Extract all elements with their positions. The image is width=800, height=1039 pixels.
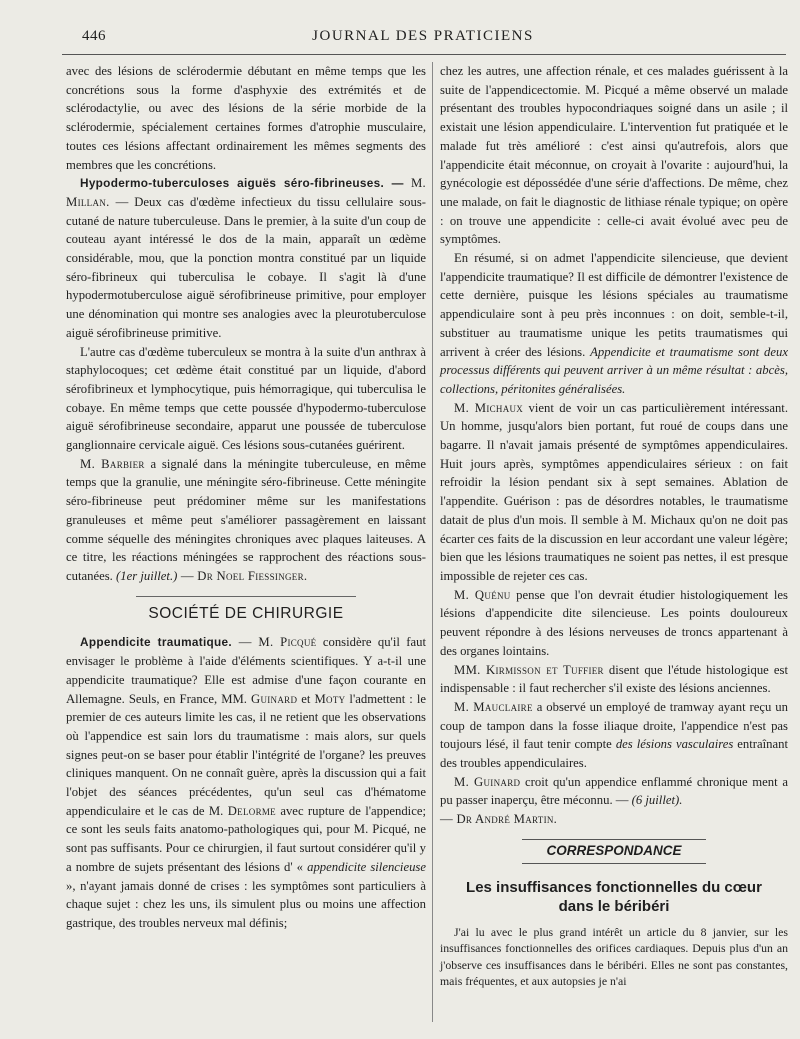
article-title — [440, 878, 788, 916]
paragraph-text: pense que l'on devrait étudier histologiquement les lésions d'appendicite dite silencieuse. Les points douloureux peuvent répondre à des lésions nerveuses de troncs appartenant à des organes lointains. — [440, 587, 788, 658]
article-title-line: Les insuffisances fonctionnelles du cœur — [466, 878, 762, 896]
session-date: (1er juillet.) — [116, 568, 178, 583]
paragraph: J'ai lu avec le plus grand intérêt un article du 8 janvier, sur les insuffisances fonctionnelles des orifices cardiaques. Depuis plus d'un an j'observe ces insuffisances dans le béribéri. Elles ne sont pas constantes, mais fréquentes, et aux autopsies je n'ai — [440, 924, 788, 989]
correspondance-heading-text: CORRESPONDANCE — [522, 839, 705, 864]
runin-heading: Hypodermo-tuberculoses aiguës séro-fibrineuses. — — [80, 176, 404, 191]
paragraph-text: croit qu'un appendice enflammé chronique ment a pu passer inaperçu, être méconnu. — — [440, 774, 788, 808]
author-name: Delorme — [227, 803, 276, 818]
paragraph — [440, 773, 788, 810]
paragraph-text: », n'ayant jamais donné de crises : les symptômes sont particuliers à chaque sujet : chez les uns, ils simulent plus ou moins une affection gastrique, des troubles nerveux mal définis; — [66, 878, 426, 930]
author-name: M. Guinard — [454, 774, 521, 789]
page-header — [60, 28, 786, 50]
paragraph: chez les autres, une affection rénale, et ces malades guérissent à la suite de l'appendicectomie. M. Picqué a même observé un malade présentant des troubles hypocondriaques soigné dans un asile ; il existait une lésion appendiculaire. L'intervention fut pratiquée et le malade fut très amélioré : c'est ainsi qu'autrefois, alors que l'appendicite était méconnue, on croyait à l'ovarite : aujourd'hui, la gynécologie est dépossédée d'une série d'affections. De même, chez une malade, on fait le diagnostic de lithiase rénale typique; on opère : on trouve une appendicite : celle-ci avait évolué avec peu de symptômes. — [440, 64, 788, 247]
paragraph — [440, 399, 788, 586]
author-name: M. Michaux — [454, 400, 524, 415]
paragraph — [440, 586, 788, 661]
paragraph — [66, 174, 426, 342]
paragraph-text: et — [297, 691, 315, 706]
signature: — Dr Noel Fiessinger. — [177, 568, 308, 583]
paragraph-text: a signalé dans la méningite tuberculeuse, en même temps que la granulie, une méningite séro-fibrineuse. Cette méningite séro-fibrineuse peut prédominer même sur les manifestations granuleuses et même peut s'améliorer passagèrement en laissant comme séquelle des méningites chroniques avec plaques laiteuses. A ce titre, les réactions méningées se rapprochent des réactions sous-cutanées. — [66, 456, 427, 583]
paragraph-text: — Deux cas d'œdème infectieux du tissu cellulaire sous-cutané de nature tuberculeuse. Dans le premier, à la suite d'un coup de couteau ayant intéressé le dos de la main, apparaît un œdème considérable, mou, que la ponction montra constitué par un liquide séro-fibrineux qui tuberculisa le cobaye. Il s'agit là d'une hypodermotuberculose aiguë sérofibrineuse primitive, pour employer une dénomination qui montre ses analogies avec la pleurotuberculose aiguë sérofibrineuse primitive. — [66, 194, 426, 340]
paragraph-text: entraînant des troubles appendiculaires. — [440, 737, 788, 771]
paragraph — [66, 455, 426, 586]
left-column — [66, 62, 426, 933]
author-name: M. Millan. — [66, 176, 426, 209]
correspondance-heading — [440, 839, 788, 864]
paragraph-text: a observé un employé de tramway ayant reçu un coup de tampon dans la fosse iliaque droite, l'appendice n'est pas toujours lésé, il faut tenir compte — [440, 699, 788, 752]
article-title-line: dans le béribéri — [558, 897, 670, 915]
italic-term: appendicite silencieuse — [307, 859, 427, 874]
paragraph-text: considère qu'il faut envisager le problème à l'aide d'éléments scientifiques. Y a-t-il une appendicite traumatique? Elle est admise d'une façon courante en Allemagne. Seuls, en France, MM. — [66, 635, 426, 706]
paragraph-text: disent que l'étude histologique est indispensable : il faut rechercher s'il existe des lésions anciennes. — [440, 662, 788, 696]
session-date: (6 juillet). — [631, 793, 683, 808]
paragraph — [440, 249, 788, 399]
paragraph-text: l'admettent : le premier de ces auteurs limite les cas, il ne retient que les observations où l'appendice est sain lors du traumatisme : mais alors, sur quels signes peut-on se baser pour établir l'intégrité de l'organe? les preuves cliniques manquent. On ne connaît guère, après la discussion qui a fait l'objet des séances précédentes, qu'un seul cas d'hématome appendiculaire et le cas de M. — [66, 691, 426, 818]
author-name: Guinard — [250, 691, 298, 706]
paragraph — [440, 661, 788, 698]
runin-heading: Appendicite traumatique. — [80, 635, 232, 650]
author-name: Moty — [314, 691, 346, 706]
paragraph-text: En résumé, si on admet l'appendicite silencieuse, que devient l'appendicite traumatique? Il est difficile de démontrer l'existence de cette dernière, puisque les lésions spéciales au traumatisme appendiculaire sont à peu près inconnues : on doit, semble-t-il, substituer au traumatisme unique les petits traumatismes qui arrivent à créer des lésions. — [440, 251, 788, 359]
signature: — Dr André Martin. — [440, 812, 558, 827]
paragraph-text: vient de voir un cas particulièrement intéressant. Un homme, jusqu'alors bien portant, fut roué de coups dans une bagarre. Il n'avait jamais présenté de symptômes appendiculaires. Huit jours après, symptômes appendiculaires sérieux : on fait refroidir la lésion pendant six à sept semaines. Ablation de l'appendite. Guérison : pas de désordres notables, le traumatisme datait de plus d'un mois. Il semble à M. Michaux qu'on ne doit pas écarter ces faits de la discussion en leur accordant une valeur légère; bien que les lésions traumatiques ne soient pas nettes, il est presque impossible de rejeter ces cas. — [440, 400, 789, 583]
author-name: — M. Picqué — [232, 635, 317, 650]
italic-term: des lésions vasculaires — [615, 737, 734, 752]
header-rule — [62, 54, 786, 55]
paragraph — [66, 633, 426, 932]
author-name: M. Quénu — [454, 587, 511, 602]
journal-title: JOURNAL DES PRATICIENS — [312, 28, 534, 44]
paragraph-text: avec rupture de l'appendice; ce sont les seuls faits anatomo-pathologiques qui, pour M. Picqué, ne sont pas suffisants. Pour ce chirurgien, il faut surtout considérer qu'il y a nombre de sujets présentant des lésions d' « — [66, 803, 426, 874]
page-number: 446 — [82, 28, 106, 44]
section-rule — [136, 596, 356, 597]
section-heading: SOCIÉTÉ DE CHIRURGIE — [148, 604, 344, 622]
paragraph: L'autre cas d'œdème tuberculeux se montra à la suite d'un anthrax à staphylocoques; cet œdème était constitué par un liquide, d'abord sérofibrineux et lymphocytique, puis hémorragique, qui tuberculisa le cobaye. En même temps que cette poussée d'hypodermo-tuberculose aiguë sérofibrineuse secondaire, apparut une poussée de tuberculose ganglionnaire cervicale aiguë. Ces lésions sous-cutanées guérirent. — [66, 344, 426, 453]
column-divider — [432, 62, 433, 1022]
paragraph — [440, 698, 788, 773]
italic-conclusion: Appendicite et traumatisme sont deux processus différents qui peuvent arriver à un même résultat : abcès, collections, péritonites généralisées. — [440, 344, 788, 396]
author-name: M. Barbier — [80, 456, 145, 471]
author-name: M. Mauclaire — [454, 699, 533, 714]
author-name: MM. Kirmisson et Tuffier — [454, 662, 604, 677]
paragraph: avec des lésions de sclérodermie débutant en même temps que les concrétions sous la forme d'asphyxie des extrémités et de sclérodactylie, ou avec des lésions de la série morbide de la sclérodermie, spécialement certaines formes d'atrophie musculaire, toutes ces lésions affectant ordinairement les mêmes segments des membres que les concrétions. — [66, 64, 426, 172]
right-column — [440, 62, 788, 990]
